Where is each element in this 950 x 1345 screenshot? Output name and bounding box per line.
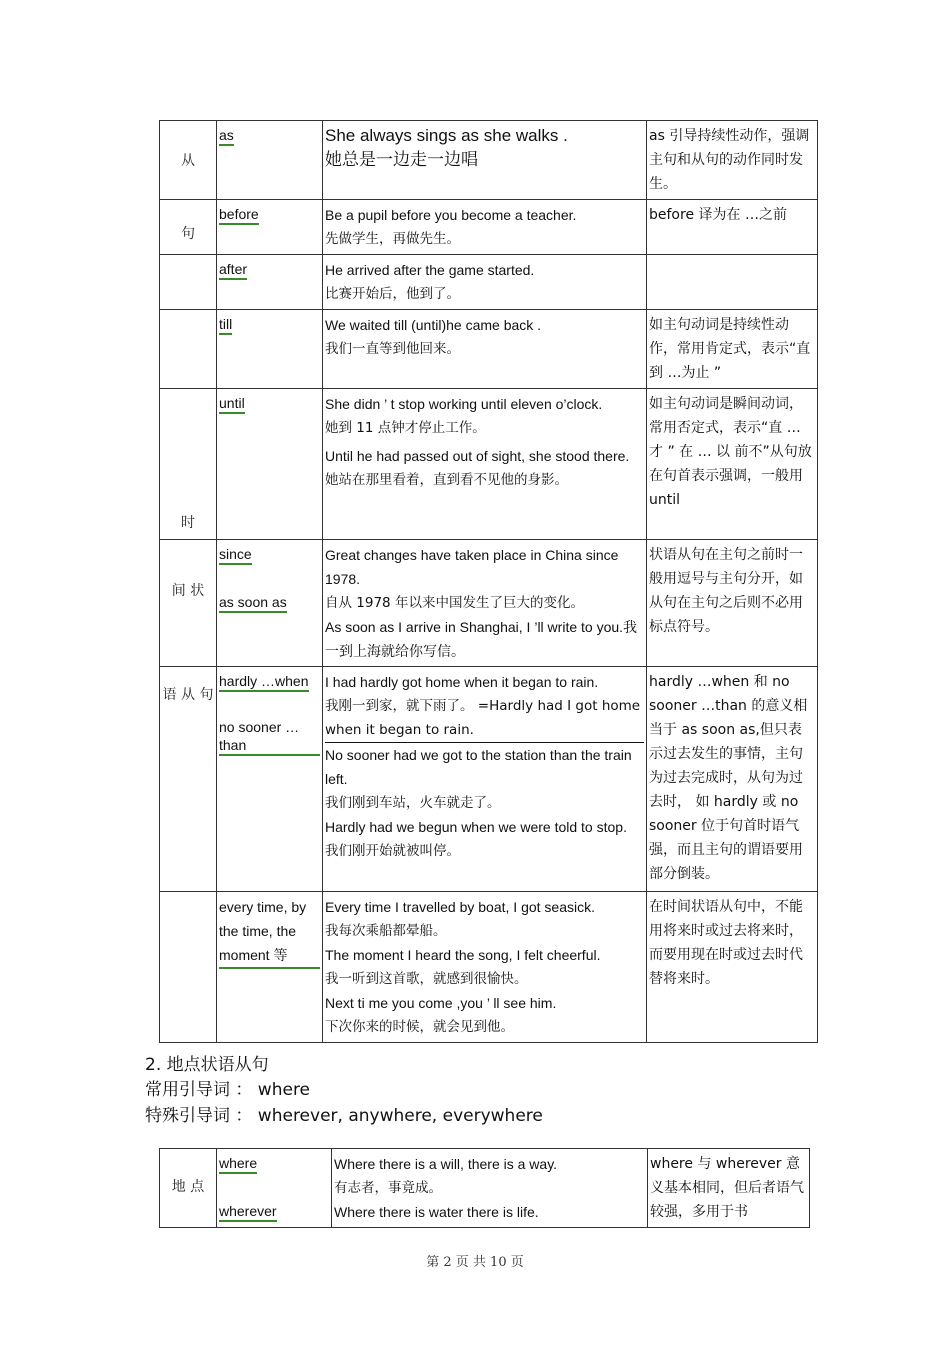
category-cell: 句: [160, 200, 217, 255]
example-line: 我们刚到车站，火车就走了。: [325, 795, 501, 811]
example-line: 我们一直等到他回来。: [325, 341, 460, 357]
keyword: wherever: [219, 1202, 277, 1222]
time-clause-table: [159, 120, 818, 1043]
example-line: 她站在那里看着，直到看不见他的身影。: [325, 472, 568, 488]
example-cell: [323, 667, 647, 892]
note-cell: hardly …when 和 no sooner …than 的意义相当于 as soon as,但只表示过去发生的事情，主句为过去完成时，从句为过去时， 如 hardly 或 no sooner 位于句首时语气强，而且主句的谓语要用部分倒装。: [647, 667, 818, 892]
keyword: since: [219, 545, 252, 565]
keyword-cell: [217, 200, 323, 255]
common-conjunctions: 常用引导词 ： where: [145, 1080, 311, 1100]
keyword: as: [219, 126, 234, 146]
keyword-cell: [217, 892, 323, 1043]
table-row: [160, 667, 818, 892]
example-cell: [323, 892, 647, 1043]
keyword: until: [219, 394, 245, 414]
note-cell: [647, 255, 818, 310]
keyword: hardly …when: [219, 672, 309, 692]
example-line: Hardly had we begun when we were told to stop.: [325, 819, 627, 835]
example-cell: [332, 1149, 648, 1228]
note-cell: 状语从句在主句之前时一般用逗号与主句分开，如从句在主句之后则不必用标点符号。: [647, 540, 818, 667]
example-line: No sooner had we got to the station than the train left.: [325, 747, 632, 787]
place-clause-table: [159, 1148, 810, 1228]
note-cell: as 引导持续性动作，强调主句和从句的动作同时发生。: [647, 121, 818, 200]
keyword: where: [219, 1154, 257, 1174]
example-line: 我刚一到家，就下雨了。 =Hardly had I got home when it began to rain.: [325, 694, 644, 743]
example-line: Where there is water there is life.: [334, 1204, 539, 1220]
example-line: 我每次乘船都晕船。: [325, 923, 447, 939]
example-line: We waited till (until)he came back .: [325, 317, 542, 333]
example-line: I had hardly got home when it began to rain.: [325, 674, 599, 690]
example-line: 我一听到这首歌，就感到很愉快。: [325, 971, 528, 987]
note-cell: 在时间状语从句中，不能用将来时或过去将来时，而要用现在时或过去时代替将来时。: [647, 892, 818, 1043]
note-cell: before 译为在 …之前: [647, 200, 818, 255]
category-cell: [160, 310, 217, 389]
table-row: [160, 389, 818, 540]
example-cell: [323, 200, 647, 255]
example-line: 自从 1978 年以来中国发生了巨大的变化。: [325, 595, 584, 611]
special-conjunctions: 特殊引导词 ： wherever, anywhere, everywhere: [145, 1106, 543, 1126]
table-row: [160, 892, 818, 1043]
keyword-cell: [217, 121, 323, 200]
category-cell: 从: [160, 121, 217, 200]
section-heading: 2. 地点状语从句: [145, 1055, 269, 1075]
category-cell: 语 从 句: [160, 667, 217, 892]
example-line: As soon as I arrive in Shanghai, I ’ll write to you.我一到上海就给你写信。: [325, 619, 638, 659]
example-line: 有志者，事竟成。: [334, 1180, 442, 1196]
table-row: [160, 1149, 810, 1228]
example-cell: [323, 255, 647, 310]
example-line: 我们刚开始就被叫停。: [325, 843, 460, 859]
example-line: Every time I travelled by boat, I got seasick.: [325, 899, 596, 915]
example-line: 先做学生，再做先生。: [325, 231, 460, 247]
example-cell: [323, 310, 647, 389]
keyword-cell: [217, 255, 323, 310]
category-cell: 时: [160, 389, 217, 540]
table-row: [160, 310, 818, 389]
table-row: [160, 540, 818, 667]
keyword-cell: [217, 540, 323, 667]
note-cell: 如主句动词是持续性动作，常用肯定式，表示“直到 …为止 ”: [647, 310, 818, 389]
example-line: 她总是一边走一边唱: [325, 150, 478, 170]
keyword: every time, by the time, the moment 等: [219, 895, 320, 969]
example-line: 比赛开始后，他到了。: [325, 286, 460, 302]
example-line: 她到 11 点钟才停止工作。: [325, 420, 486, 436]
keyword: as soon as: [219, 593, 287, 613]
table-row: [160, 200, 818, 255]
example-cell: [323, 540, 647, 667]
example-cell: [323, 121, 647, 200]
table-row: [160, 255, 818, 310]
table-row: [160, 121, 818, 200]
keyword-cell: [217, 310, 323, 389]
example-line: Until he had passed out of sight, she stood there.: [325, 448, 630, 464]
note-cell: where 与 wherever 意义基本相同，但后者语气较强，多用于书: [648, 1149, 810, 1228]
example-line: Next ti me you come ,you ’ ll see him.: [325, 995, 557, 1011]
note-cell: 如主句动词是瞬间动词，常用否定式，表示“直 … 才 ” 在 … 以 前不”从句放在句首表示强调，一般用 until: [647, 389, 818, 540]
keyword-cell: [217, 1149, 332, 1228]
category-cell: [160, 892, 217, 1043]
keyword: till: [219, 315, 232, 335]
example-line: Great changes have taken place in China since 1978.: [325, 547, 619, 587]
keyword: before: [219, 205, 259, 225]
example-line: He arrived after the game started.: [325, 262, 535, 278]
keyword: after: [219, 260, 247, 280]
keyword-cell: [217, 667, 323, 892]
category-cell: [160, 255, 217, 310]
example-line: Be a pupil before you become a teacher.: [325, 207, 577, 223]
example-line: Where there is a will, there is a way.: [334, 1156, 558, 1172]
example-cell: [323, 389, 647, 540]
category-cell: 间 状: [160, 540, 217, 667]
example-line: She didn ’ t stop working until eleven o’clock.: [325, 396, 603, 412]
keyword: no sooner …than: [219, 718, 320, 756]
category-cell: 地 点: [160, 1149, 217, 1228]
example-line: The moment I heard the song, I felt cheerful.: [325, 947, 601, 963]
example-line: She always sings as she walks .: [325, 126, 568, 145]
keyword-cell: [217, 389, 323, 540]
page-footer: 第 2 页 共 10 页: [426, 1255, 524, 1270]
example-line: 下次你来的时候，就会见到他。: [325, 1019, 514, 1035]
